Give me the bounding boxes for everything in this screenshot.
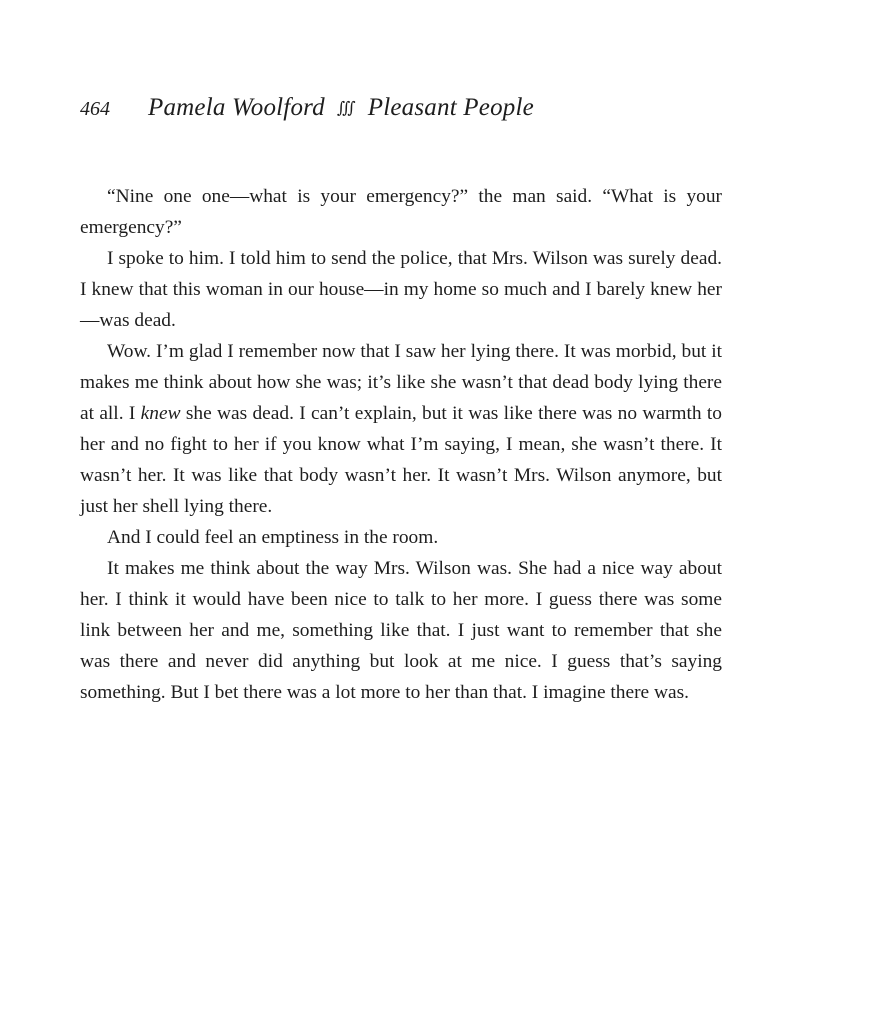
emphasized-word: knew [140, 403, 181, 424]
paragraph-1: “Nine one one—what is your emergency?” the man said. “What is your emergency?” [80, 186, 722, 238]
paragraph-3-before: Wow. I’m glad I remember now that I saw her lying there. It was morbid, but it makes me think about how she was; it’s like she wasn’t that dead body lying there at all. I [80, 341, 722, 424]
paragraph-2: I spoke to him. I told him to send the police, that Mrs. Wilson was surely dead. I knew that this woman in our house—in my home so much and I barely knew her—was dead. [80, 248, 722, 331]
body-text [80, 181, 722, 708]
paragraph-3 [80, 336, 722, 522]
paragraph-5: It makes me think about the way Mrs. Wilson was. She had a nice way about her. I think it would have been nice to talk to her more. I guess there was some link between her and me, something like that. I just want to remember that she was there and never did anything but look at me nice. I guess that’s saying something. But I bet there was a lot more to her than that. I imagine there was. [80, 558, 722, 703]
paragraph-3-after: she was dead. I can’t explain, but it was like there was no warmth to her and no fight to her if you know what I’m saying, I mean, she wasn’t there. It wasn’t her. It was like that body wasn’t her. It wasn’t Mrs. Wilson anymore, but just her shell lying there. [80, 403, 722, 517]
page-number: 464 [80, 98, 110, 120]
ornament-separator: ∭ [336, 100, 356, 117]
paragraph-4: And I could feel an emptiness in the room. [107, 527, 439, 548]
author-name: Pamela Woolford [148, 94, 325, 121]
running-head [80, 94, 720, 128]
book-title: Pleasant People [367, 94, 534, 121]
